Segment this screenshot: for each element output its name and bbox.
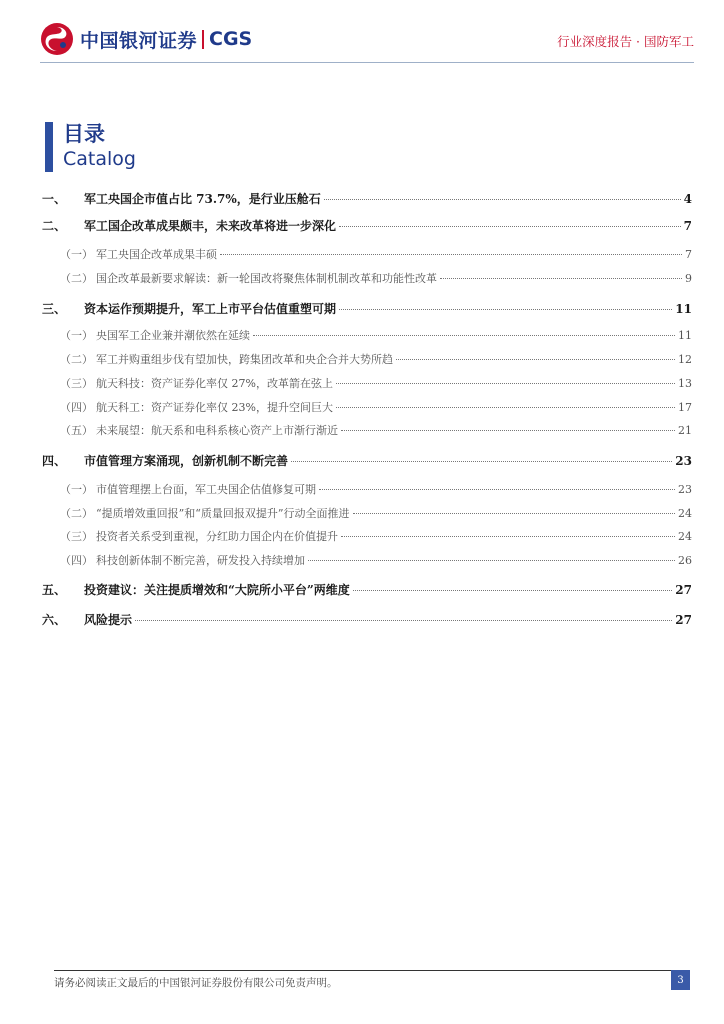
- company-logo: [40, 22, 252, 56]
- header-divider: [40, 62, 694, 63]
- toc-entry-number: （三）: [60, 530, 93, 543]
- toc-leader-dots: [353, 513, 676, 514]
- toc-entry-title: “提质增效重回报”和“质量回报双提升”行动全面推进: [96, 507, 350, 520]
- toc-entry-number: （一）: [60, 483, 93, 496]
- toc-entry-title: 资本运作预期提升，军工上市平台估值重塑可期: [84, 302, 337, 316]
- toc-entry-page: 23: [678, 483, 692, 496]
- toc-entry-number: 二、: [42, 219, 67, 233]
- toc-leader-dots: [220, 254, 682, 255]
- toc-entry-number: 五、: [42, 583, 67, 597]
- toc-leader-dots: [253, 335, 675, 336]
- toc-entry-title: 科技创新体制不断完善，研发投入持续增加: [96, 554, 305, 567]
- toc-leader-dots: [291, 461, 672, 462]
- toc-entry-number: （二）: [60, 507, 93, 520]
- logo-chinese-text: 中国银河证券: [80, 29, 198, 52]
- toc-leader-dots: [353, 590, 672, 591]
- toc-entry-number: （二）: [60, 353, 93, 366]
- toc-leader-dots: [319, 489, 675, 490]
- logo-separator: [202, 30, 204, 49]
- toc-leader-dots: [440, 278, 682, 279]
- cgs-logo-icon: [40, 22, 74, 56]
- toc-entry-title: 投资建议：关注提质增效和“大院所小平台”两维度: [84, 583, 350, 597]
- toc-entry-page: 7: [683, 219, 692, 233]
- toc-leader-dots: [341, 430, 675, 431]
- toc-entry-page: 17: [678, 401, 692, 414]
- footer-disclaimer: 请务必阅读正文最后的中国银河证券股份有限公司免责声明。: [54, 977, 338, 989]
- toc-entry[interactable]: [42, 327, 692, 347]
- footer-divider: [54, 970, 690, 971]
- toc-entry-title: 未来展望：航天系和电科系核心资产上市渐行渐近: [96, 424, 338, 437]
- toc-entry-page: 26: [678, 554, 692, 567]
- toc-entry-number: （二）: [60, 272, 93, 285]
- toc-entry-number: 三、: [42, 302, 67, 316]
- page-number: 3: [671, 970, 690, 990]
- toc-entry-number: （四）: [60, 401, 93, 414]
- page-header: [0, 0, 724, 70]
- toc-entry-number: （五）: [60, 424, 93, 437]
- page-title: 目录: [63, 122, 105, 146]
- toc-entry[interactable]: [42, 505, 692, 525]
- toc-leader-dots: [336, 383, 675, 384]
- toc-entry-title: 市值管理摆上台面，军工央国企估值修复可期: [96, 483, 316, 496]
- toc-leader-dots: [336, 407, 675, 408]
- toc-entry-number: 一、: [42, 192, 67, 206]
- toc-entry-title: 风险提示: [84, 613, 133, 627]
- toc-entry-title: 投资者关系受到重视，分红助力国企内在价值提升: [96, 530, 338, 543]
- toc-entry[interactable]: [42, 300, 692, 320]
- toc-entry[interactable]: [42, 581, 692, 601]
- toc-entry-title: 央国军工企业兼并潮依然在延续: [96, 329, 250, 342]
- toc-entry[interactable]: [42, 611, 692, 631]
- toc-entry-title: 军工国企改革成果颇丰，未来改革将进一步深化: [84, 219, 337, 233]
- toc-entry-title: 军工央国企市值占比 73.7%，是行业压舱石: [84, 192, 321, 206]
- toc-entry-page: 7: [685, 248, 692, 261]
- toc-entry[interactable]: [42, 270, 692, 290]
- toc-entry[interactable]: [42, 375, 692, 395]
- toc-entry-title: 市值管理方案涌现，创新机制不断完善: [84, 454, 289, 468]
- toc-entry[interactable]: [42, 351, 692, 371]
- toc-entry[interactable]: [42, 422, 692, 442]
- toc-entry-number: 六、: [42, 613, 67, 627]
- toc-leader-dots: [341, 536, 675, 537]
- toc-entry[interactable]: [42, 190, 692, 210]
- toc-entry-page: 9: [685, 272, 692, 285]
- toc-entry[interactable]: [42, 528, 692, 548]
- toc-entry[interactable]: [42, 246, 692, 266]
- toc-entry[interactable]: [42, 217, 692, 237]
- toc-entry-page: 27: [675, 583, 692, 597]
- toc-entry-number: （四）: [60, 554, 93, 567]
- toc-entry-page: 4: [683, 192, 692, 206]
- toc-entry-page: 12: [678, 353, 692, 366]
- toc-entry-page: 24: [678, 507, 692, 520]
- toc-entry-number: （一）: [60, 248, 93, 261]
- toc-entry-page: 23: [675, 454, 692, 468]
- toc-entry-page: 11: [678, 329, 692, 342]
- toc-entry-page: 21: [678, 424, 692, 437]
- toc-entry-title: 军工并购重组步伐有望加快，跨集团改革和央企合并大势所趋: [96, 353, 393, 366]
- title-accent-bar: [45, 122, 53, 172]
- toc-entry-number: 四、: [42, 454, 67, 468]
- toc-leader-dots: [339, 309, 672, 310]
- toc-entry-title: 航天科技：资产证券化率仅 27%，改革箭在弦上: [96, 377, 333, 390]
- toc-entry[interactable]: [42, 399, 692, 419]
- page-subtitle: Catalog: [63, 148, 136, 170]
- toc-leader-dots: [396, 359, 675, 360]
- toc-leader-dots: [324, 199, 681, 200]
- toc-leader-dots: [339, 226, 681, 227]
- toc-entry[interactable]: [42, 452, 692, 472]
- toc-entry-number: （一）: [60, 329, 93, 342]
- report-category: 行业深度报告 · 国防军工: [557, 34, 694, 49]
- toc-entry-page: 13: [678, 377, 692, 390]
- toc-entry-page: 27: [675, 613, 692, 627]
- toc-entry-title: 航天科工：资产证券化率仅 23%，提升空间巨大: [96, 401, 333, 414]
- toc-entry-number: （三）: [60, 377, 93, 390]
- logo-english-text: CGS: [209, 28, 253, 50]
- toc-leader-dots: [135, 620, 672, 621]
- toc-entry[interactable]: [42, 552, 692, 572]
- toc-entry-page: 11: [675, 302, 692, 316]
- toc-entry-title: 军工央国企改革成果丰硕: [96, 248, 217, 261]
- toc-entry-title: 国企改革最新要求解读：新一轮国改将聚焦体制机制改革和功能性改革: [96, 272, 437, 285]
- toc-leader-dots: [308, 560, 675, 561]
- toc-entry[interactable]: [42, 481, 692, 501]
- toc-entry-page: 24: [678, 530, 692, 543]
